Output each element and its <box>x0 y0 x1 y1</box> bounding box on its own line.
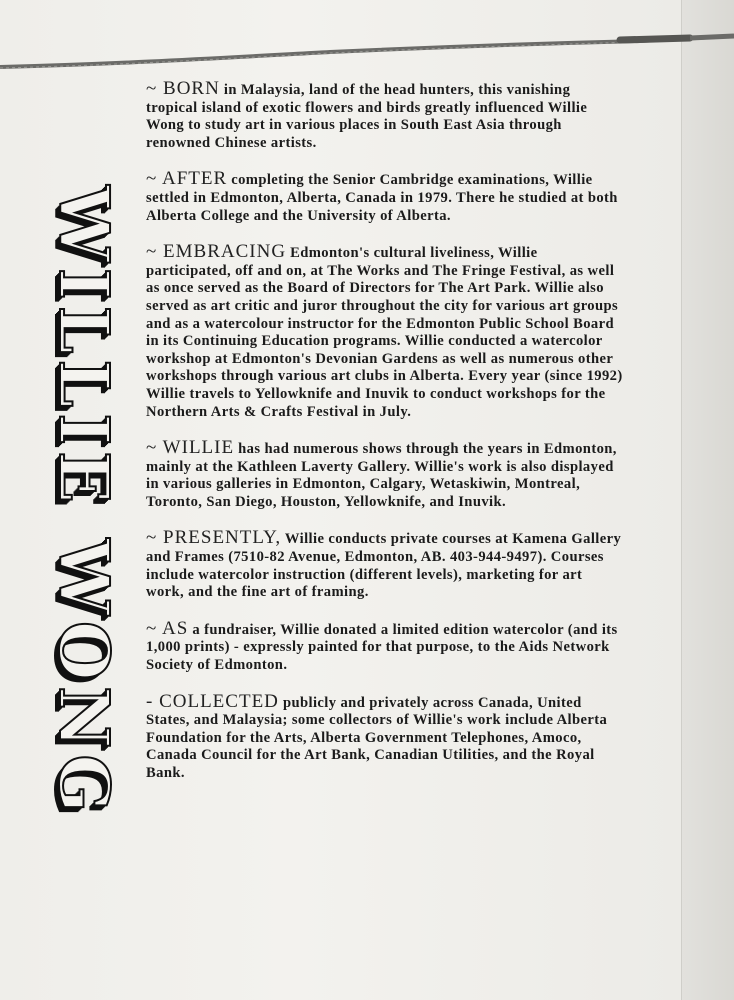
paragraph-lead: ~ PRESENTLY, <box>146 527 282 549</box>
biography-text <box>146 80 624 801</box>
paragraph-embracing <box>146 243 624 421</box>
vertical-title-text: WILLIE WONG <box>43 185 123 819</box>
paragraph-after <box>146 170 624 225</box>
paragraph-body: has had numerous shows through the years in Edmonton, mainly at the Kathleen Laverty Gallery. Willie's work is also displayed in various galleries in Edmonton, Calgary, Wetaskiwin, Montreal, Toronto, San Diego, Houston, Yellowknife, and Inuvik. <box>146 441 617 510</box>
paragraph-body: a fundraiser, Willie donated a limited edition watercolor (and its 1,000 prints) - expressly painted for that purpose, to the Aids Network Society of Edmonton. <box>146 621 618 674</box>
paragraph-willie <box>146 439 624 511</box>
paragraph-body: completing the Senior Cambridge examinations, Willie settled in Edmonton, Alberta, Canada in 1979. There he studied at both Alberta College and the University of Alberta. <box>146 172 618 224</box>
paragraph-body: Edmonton's cultural liveliness, Willie participated, off and on, at The Works and The Fringe Festival, as well as once served as the Board of Directors for The Art Park. Willie also served as art critic and juror throughout the city for various art groups and as a watercolour instructor for the Edmonton Public School Board in its Continuing Education programs. Willie conducted a watercolor workshop at Edmonton's Devonian Gardens as well as numerous other workshops through various art clubs in Alberta. Every year (since 1992) Willie travels to Yellowknife and Inuvik to conduct workshops for the Northern Arts & Crafts Festival in July. <box>146 245 623 420</box>
paragraph-lead: ~ AS <box>146 617 189 639</box>
paragraph-body: Willie conducts private courses at Kamena Gallery and Frames (7510-82 Avenue, Edmonton, AB. 403-944-9497). Courses include watercolor instruction (different levels), marketing for art work, and the fine art of framing. <box>146 531 622 601</box>
paragraph-born <box>146 80 624 152</box>
paragraph-body: publicly and privately across Canada, United States, and Malaysia; some collectors of Willie's work include Alberta Foundation for the Arts, Alberta Government Telephones, Amoco, Canada Council for the Art Bank, Canadian Utilities, and the Royal Bank. <box>146 694 608 781</box>
paragraph-presently <box>146 529 624 601</box>
paragraph-lead: ~ BORN <box>146 78 220 99</box>
vertical-title <box>43 40 123 965</box>
paragraph-as <box>146 617 624 675</box>
paragraph-lead: - COLLECTED <box>146 690 279 712</box>
paragraph-collected <box>146 690 624 783</box>
adjacent-page-edge <box>681 0 734 1000</box>
paragraph-body: in Malaysia, land of the head hunters, this vanishing tropical island of exotic flowers and birds greatly influenced Willie Wong to study art in various places in South East Asia through renowned Chinese artists. <box>146 82 588 151</box>
paragraph-lead: ~ WILLIE <box>146 437 235 459</box>
paragraph-lead: ~ AFTER <box>146 168 228 190</box>
paragraph-lead: ~ EMBRACING <box>146 241 287 263</box>
